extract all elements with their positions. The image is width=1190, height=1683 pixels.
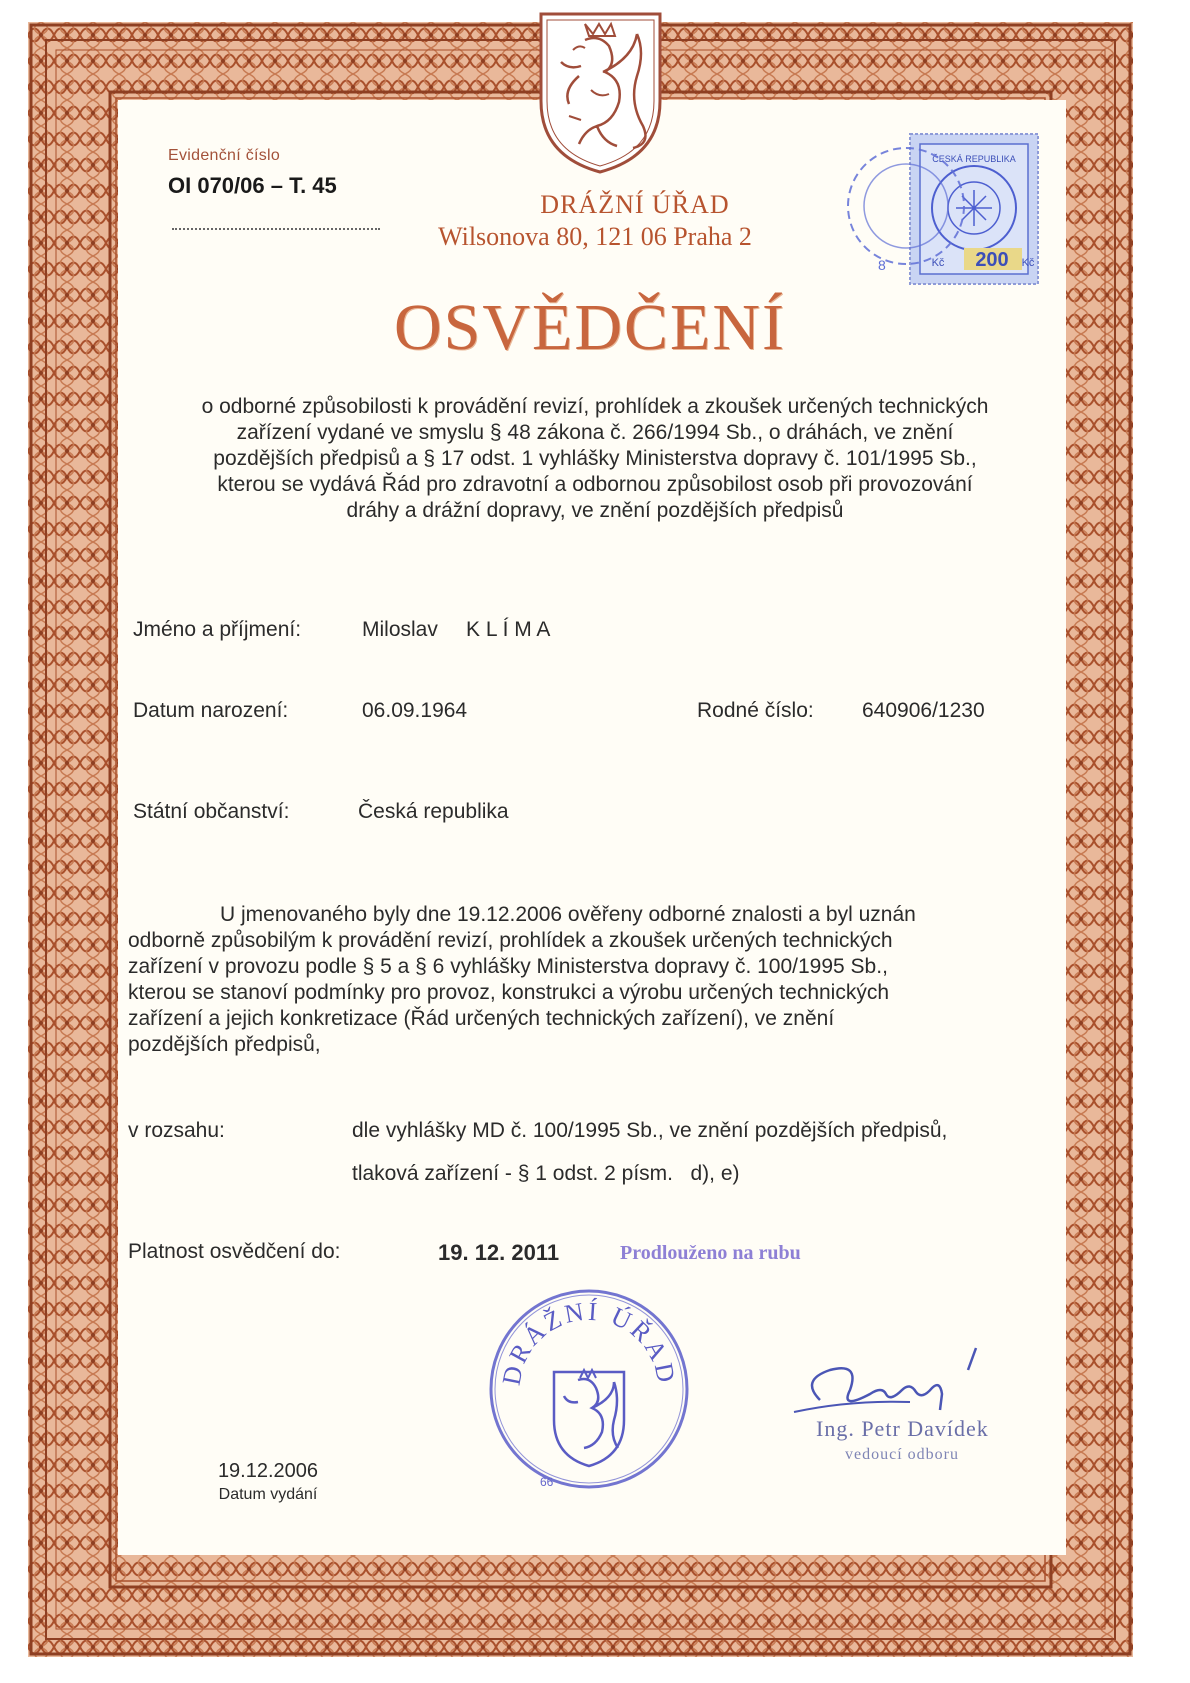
preamble bbox=[150, 394, 1040, 524]
validity-date: 19. 12. 2011 bbox=[438, 1240, 560, 1265]
scope-line-2: tlaková zařízení - § 1 odst. 2 písm. d), e) bbox=[352, 1162, 740, 1185]
office-address: Wilsonova 80, 121 06 Praha 2 bbox=[438, 222, 752, 251]
statement-line: U jmenovaného byly dne 19.12.2006 ověřeny odborné znalosti a byl uznán bbox=[220, 903, 916, 926]
personal-id-label: Rodné číslo: bbox=[697, 699, 814, 722]
stamp-value: 200 bbox=[975, 249, 1009, 271]
official-seal bbox=[480, 1280, 698, 1498]
handwritten-signature bbox=[790, 1340, 1010, 1420]
seal-number: 66 bbox=[540, 1475, 554, 1489]
surname: K L Í M A bbox=[466, 618, 551, 641]
scope-line-1: dle vyhlášky MD č. 100/1995 Sb., ve znění pozdějších předpisů, bbox=[352, 1119, 948, 1142]
validity-label: Platnost osvědčení do: bbox=[128, 1240, 341, 1263]
citizenship-label: Státní občanství: bbox=[133, 800, 290, 823]
extension-stamp: Prodlouženo na rubu bbox=[620, 1242, 801, 1264]
statement-line: kterou se stanoví podmínky pro provoz, konstrukci a výrobu určených technických bbox=[128, 981, 890, 1004]
name-label: Jméno a příjmení: bbox=[133, 618, 302, 641]
statement-line: zařízení a jejich konkretizace (Řád určených technických zařízení), ve znění bbox=[128, 1007, 835, 1030]
first-name: Miloslav bbox=[362, 618, 438, 641]
evidence-number-label: Evidenční číslo bbox=[168, 147, 281, 164]
preamble-line: o odborné způsobilosti k provádění revizí, prohlídek a zkoušek určených technických bbox=[201, 395, 989, 418]
citizenship: Česká republika bbox=[358, 800, 509, 823]
issue-date: 19.12.2006 bbox=[217, 1460, 319, 1482]
personal-id-number: 640906/1230 bbox=[862, 699, 985, 722]
document-title: OSVĚDČENÍ bbox=[394, 291, 786, 364]
preamble-line: dráhy a drážní dopravy, ve znění pozdějších předpisů bbox=[346, 499, 844, 522]
dotted-divider bbox=[172, 228, 380, 230]
preamble-line: pozdějších předpisů a § 17 odst. 1 vyhlášky Ministerstva dopravy č. 101/1995 Sb., bbox=[213, 447, 977, 470]
birth-date: 06.09.1964 bbox=[362, 699, 468, 722]
seal-text: DRÁŽNÍ ÚŘAD bbox=[496, 1296, 682, 1388]
signer-role: vedoucí odboru bbox=[845, 1446, 959, 1463]
revenue-stamp bbox=[840, 130, 1045, 290]
office-name: DRÁŽNÍ ÚŘAD bbox=[540, 190, 730, 219]
evidence-number: OI 070/06 – T. 45 bbox=[168, 173, 337, 198]
preamble-line: kterou se vydává Řád pro zdravotní a odbornou způsobilost osob při provozování bbox=[217, 473, 973, 496]
signer-name: Ing. Petr Davídek bbox=[816, 1416, 989, 1441]
statement-line: pozdějších předpisů, bbox=[128, 1033, 321, 1056]
statement bbox=[128, 902, 1032, 1058]
stamp-currency-left: Kč bbox=[931, 257, 945, 269]
stamp-currency-right: Kč bbox=[1021, 257, 1035, 269]
statement-line: zařízení v provozu podle § 5 a § 6 vyhlášky Ministerstva dopravy č. 100/1995 Sb., bbox=[128, 955, 888, 978]
czech-lion-emblem-icon bbox=[533, 6, 668, 176]
seal-lion-icon bbox=[554, 1370, 624, 1466]
preamble-line: zařízení vydané ve smyslu § 48 zákona č. 266/1994 Sb., o dráhách, ve znění bbox=[236, 421, 954, 444]
statement-line: odborně způsobilým k provádění revizí, prohlídek a zkoušek určených technických bbox=[128, 929, 893, 952]
postmark-digit: 8 bbox=[878, 257, 886, 273]
stamp-country: ČESKÁ REPUBLIKA bbox=[932, 154, 1016, 164]
issue-date-label: Datum vydání bbox=[218, 1486, 318, 1503]
scope-label: v rozsahu: bbox=[128, 1119, 225, 1142]
birth-date-label: Datum narození: bbox=[133, 699, 289, 722]
